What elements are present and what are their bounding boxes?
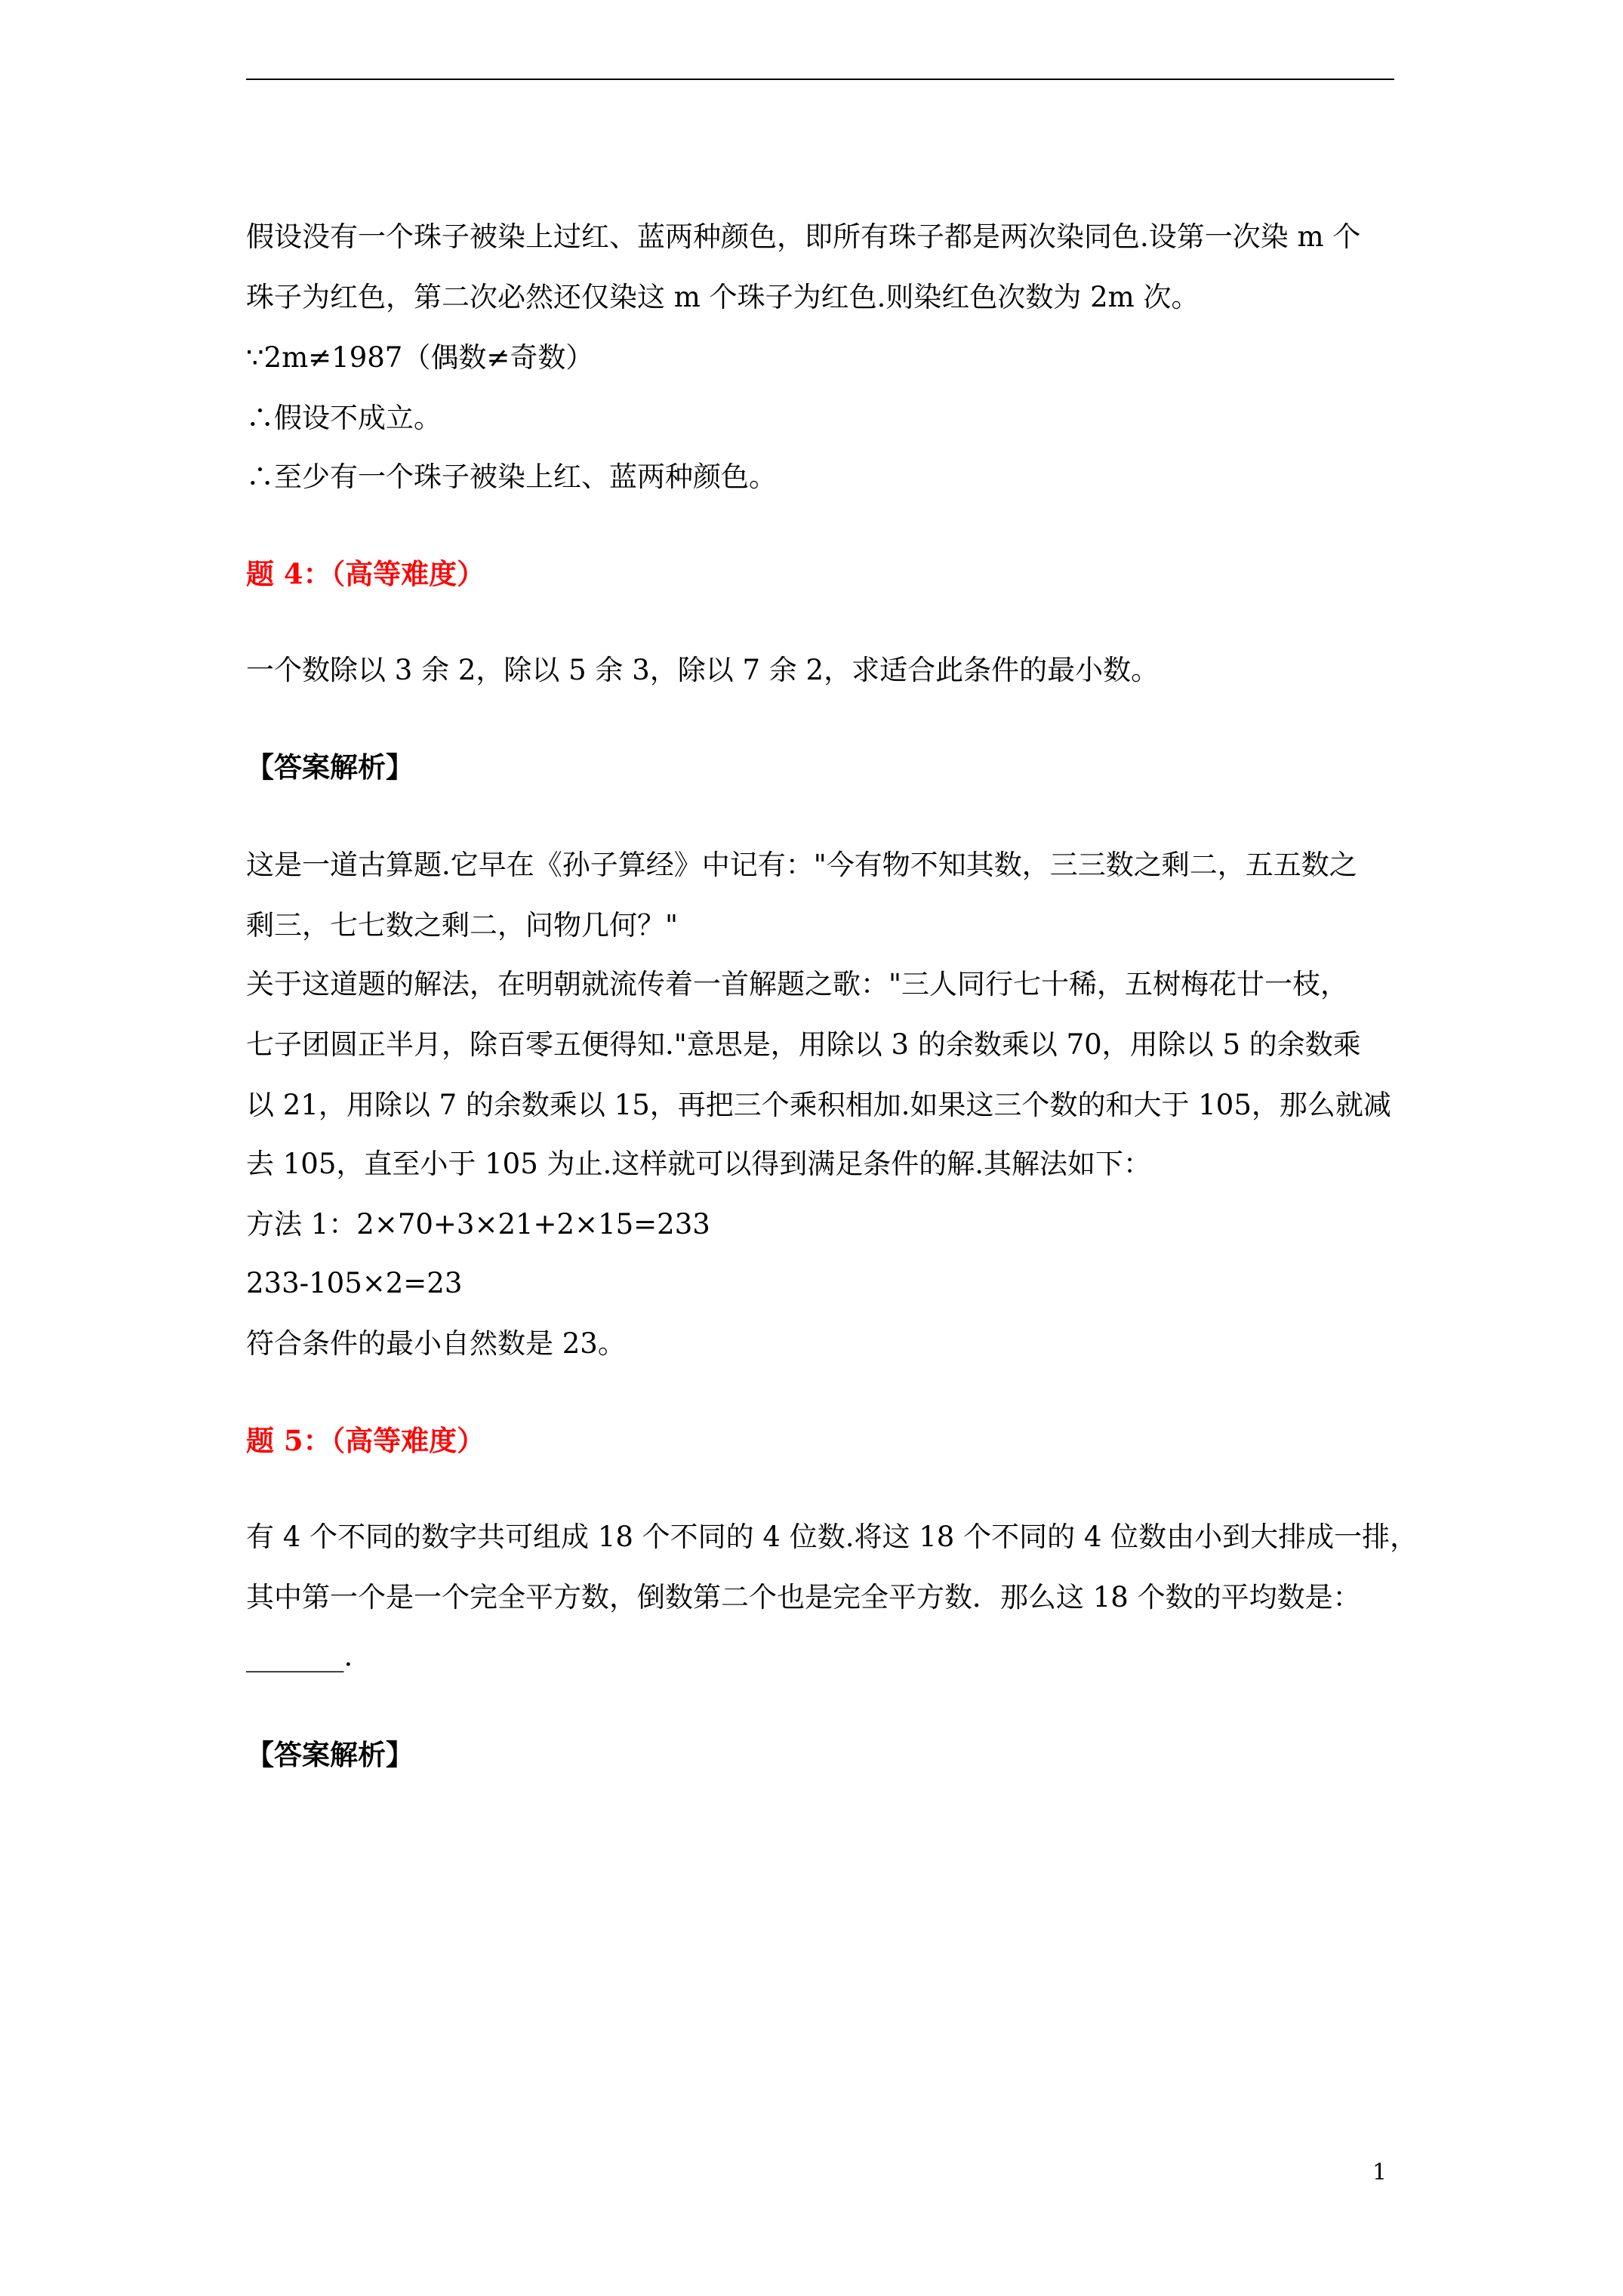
conclusion-line: ∴至少有一个珠子被染上红、蓝两种颜色。 [246,461,777,493]
page-number: 1 [1372,2159,1387,2186]
question-4-heading: 题 4：（高等难度） [246,557,485,590]
question-5-text: 有 4 个不同的数字共可组成 18 个不同的 4 位数.将这 18 个不同的 4 位数由小到大排成一排， [246,1521,1418,1553]
paragraph-line: 假设没有一个珠子被染上过红、蓝两种颜色，即所有珠子都是两次染同色.设第一次染 m 个 [246,220,1361,253]
question-4-text: 一个数除以 3 余 2，除以 5 余 3，除以 7 余 2，求适合此条件的最小数。 [246,654,1160,686]
calculation-line: 233-105×2=23 [246,1267,463,1299]
answer-blank: _______. [246,1640,353,1672]
result-line: 符合条件的最小自然数是 23。 [246,1327,626,1360]
header-rule [246,79,1394,80]
paragraph-line: 珠子为红色，第二次必然还仅染这 m 个珠子为红色.则染红色次数为 2m 次。 [246,281,1200,313]
question-5-heading: 题 5：（高等难度） [246,1424,485,1457]
solution-line: 七子团圆正半月，除百零五便得知."意思是，用除以 3 的余数乘以 70，用除以 5 的余数乘 [246,1028,1361,1061]
solution-line: 关于这道题的解法，在明朝就流传着一首解题之歌："三人同行七十稀，五树梅花廿一枝， [246,968,1349,1000]
solution-line: 这是一道古算题.它早在《孙子算经》中记有："今有物不知其数，三三数之剩二，五五数之 [246,849,1357,881]
answer-label: 【答案解析】 [246,750,414,784]
solution-line: 剩三，七七数之剩二，问物几何？" [246,909,679,942]
answer-label: 【答案解析】 [246,1738,414,1771]
question-5-text: 其中第一个是一个完全平方数，倒数第二个也是完全平方数．那么这 18 个数的平均数是： [246,1581,1361,1613]
solution-line: 以 21，用除以 7 的余数乘以 15，再把三个乘积相加.如果这三个数的和大于 105，那么就减 [246,1089,1391,1121]
because-line: ∵2m≠1987（偶数≠奇数） [246,341,594,374]
method-line: 方法 1：2×70+3×21+2×15=233 [246,1208,710,1240]
therefore-line: ∴假设不成立。 [246,402,442,434]
solution-line: 去 105，直至小于 105 为止.这样就可以得到满足条件的解.其解法如下： [246,1148,1152,1180]
